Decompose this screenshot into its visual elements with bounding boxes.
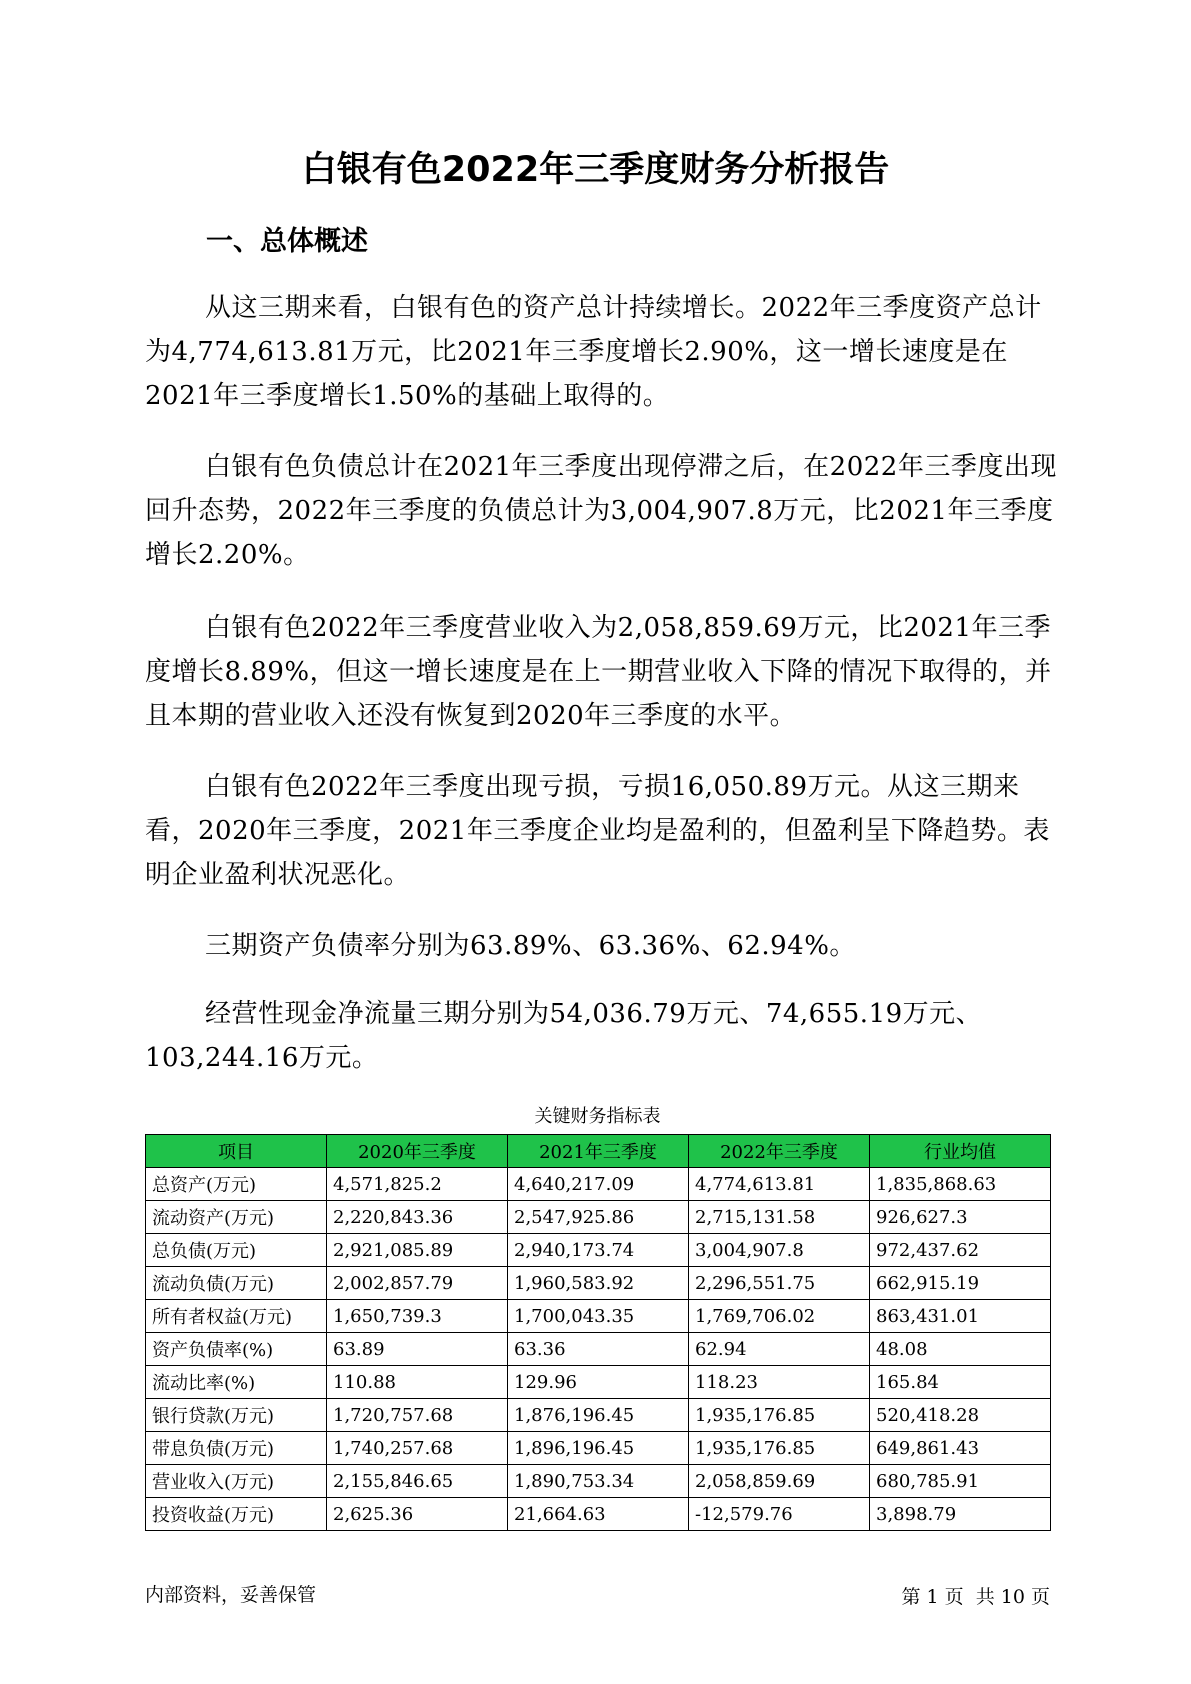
- row-label: 投资收益(万元): [146, 1498, 327, 1531]
- table-cell: 4,640,217.09: [508, 1168, 689, 1201]
- table-cell: 2,547,925.86: [508, 1201, 689, 1234]
- table-cell: 129.96: [508, 1366, 689, 1399]
- table-cell: 2,058,859.69: [689, 1465, 870, 1498]
- header-industry-average: 行业均值: [870, 1135, 1051, 1168]
- row-label: 所有者权益(万元): [146, 1300, 327, 1333]
- table-cell: 520,418.28: [870, 1399, 1051, 1432]
- row-label: 流动资产(万元): [146, 1201, 327, 1234]
- table-cell: 1,650,739.3: [327, 1300, 508, 1333]
- table-cell: 2,940,173.74: [508, 1234, 689, 1267]
- section-heading: 一、总体概述: [206, 226, 368, 257]
- table-row: [146, 1267, 1051, 1300]
- table-cell: -12,579.76: [689, 1498, 870, 1531]
- table-cell: 62.94: [689, 1333, 870, 1366]
- paragraph-cash-flow: 经营性现金净流量三期分别为54,036.79万元、74,655.19万元、103,244.16万元。: [145, 999, 983, 1073]
- row-label: 总负债(万元): [146, 1234, 327, 1267]
- table-cell: 3,898.79: [870, 1498, 1051, 1531]
- paragraph-profit: 白银有色2022年三季度出现亏损，亏损16,050.89万元。从这三期来看，2020年三季度，2021年三季度企业均是盈利的，但盈利呈下降趋势。表明企业盈利状况恶化。: [145, 772, 1050, 890]
- table-cell: 1,890,753.34: [508, 1465, 689, 1498]
- table-row: [146, 1168, 1051, 1201]
- table-cell: 1,876,196.45: [508, 1399, 689, 1432]
- row-label: 银行贷款(万元): [146, 1399, 327, 1432]
- table-cell: 118.23: [689, 1366, 870, 1399]
- paragraph-total-liabilities: 白银有色负债总计在2021年三季度出现停滞之后，在2022年三季度出现回升态势，2022年三季度的负债总计为3,004,907.8万元，比2021年三季度增长2.20%。: [145, 452, 1057, 570]
- table-cell: 649,861.43: [870, 1432, 1051, 1465]
- table-row: [146, 1465, 1051, 1498]
- row-label: 总资产(万元): [146, 1168, 327, 1201]
- table-cell: 63.36: [508, 1333, 689, 1366]
- table-cell: 110.88: [327, 1366, 508, 1399]
- table-cell: 2,155,846.65: [327, 1465, 508, 1498]
- table-cell: 1,935,176.85: [689, 1399, 870, 1432]
- paragraph-total-assets: 从这三期来看，白银有色的资产总计持续增长。2022年三季度资产总计为4,774,613.81万元，比2021年三季度增长2.90%，这一增长速度是在2021年三季度增长1.50%的基础上取得的。: [145, 293, 1042, 411]
- table-cell: 662,915.19: [870, 1267, 1051, 1300]
- table-cell: 1,700,043.35: [508, 1300, 689, 1333]
- paragraph-debt-ratio: 三期资产负债率分别为63.89%、63.36%、62.94%。: [205, 931, 856, 961]
- table-row: [146, 1300, 1051, 1333]
- table-row: [146, 1333, 1051, 1366]
- table-cell: 2,625.36: [327, 1498, 508, 1531]
- row-label: 营业收入(万元): [146, 1465, 327, 1498]
- table-row: [146, 1366, 1051, 1399]
- table-cell: 1,896,196.45: [508, 1432, 689, 1465]
- table-cell: 1,720,757.68: [327, 1399, 508, 1432]
- footer-confidential-note: 内部资料，妥善保管: [145, 1584, 317, 1606]
- row-label: 资产负债率(%): [146, 1333, 327, 1366]
- table-cell: 3,004,907.8: [689, 1234, 870, 1267]
- table-cell: 972,437.62: [870, 1234, 1051, 1267]
- table-cell: 4,571,825.2: [327, 1168, 508, 1201]
- table-cell: 680,785.91: [870, 1465, 1051, 1498]
- table-cell: 1,769,706.02: [689, 1300, 870, 1333]
- table-cell: 926,627.3: [870, 1201, 1051, 1234]
- table-row: [146, 1399, 1051, 1432]
- table-cell: 1,835,868.63: [870, 1168, 1051, 1201]
- header-item: 项目: [146, 1135, 327, 1168]
- header-2020-q3: 2020年三季度: [327, 1135, 508, 1168]
- table-header-row: [146, 1135, 1051, 1168]
- table-cell: 2,715,131.58: [689, 1201, 870, 1234]
- row-label: 流动负债(万元): [146, 1267, 327, 1300]
- table-cell: 4,774,613.81: [689, 1168, 870, 1201]
- table-cell: 2,002,857.79: [327, 1267, 508, 1300]
- paragraph-revenue: 白银有色2022年三季度营业收入为2,058,859.69万元，比2021年三季度增长8.89%，但这一增长速度是在上一期营业收入下降的情况下取得的，并且本期的营业收入还没有恢复到2020年三季度的水平。: [145, 613, 1052, 731]
- table-cell: 1,935,176.85: [689, 1432, 870, 1465]
- report-title: 白银有色2022年三季度财务分析报告: [301, 150, 890, 190]
- table-cell: 863,431.01: [870, 1300, 1051, 1333]
- row-label: 带息负债(万元): [146, 1432, 327, 1465]
- table-row: [146, 1234, 1051, 1267]
- table-row: [146, 1498, 1051, 1531]
- table-row: [146, 1201, 1051, 1234]
- table-cell: 48.08: [870, 1333, 1051, 1366]
- header-2021-q3: 2021年三季度: [508, 1135, 689, 1168]
- table-caption: 关键财务指标表: [534, 1106, 661, 1127]
- table-cell: 2,220,843.36: [327, 1201, 508, 1234]
- row-label: 流动比率(%): [146, 1366, 327, 1399]
- table-cell: 63.89: [327, 1333, 508, 1366]
- header-2022-q3: 2022年三季度: [689, 1135, 870, 1168]
- table-row: [146, 1432, 1051, 1465]
- table-cell: 165.84: [870, 1366, 1051, 1399]
- key-financial-indicators-table: [145, 1134, 1051, 1531]
- footer-page-number: 第 1 页 共 10 页: [901, 1586, 1050, 1608]
- table-cell: 1,740,257.68: [327, 1432, 508, 1465]
- table-cell: 1,960,583.92: [508, 1267, 689, 1300]
- table-cell: 2,921,085.89: [327, 1234, 508, 1267]
- table-cell: 21,664.63: [508, 1498, 689, 1531]
- table-cell: 2,296,551.75: [689, 1267, 870, 1300]
